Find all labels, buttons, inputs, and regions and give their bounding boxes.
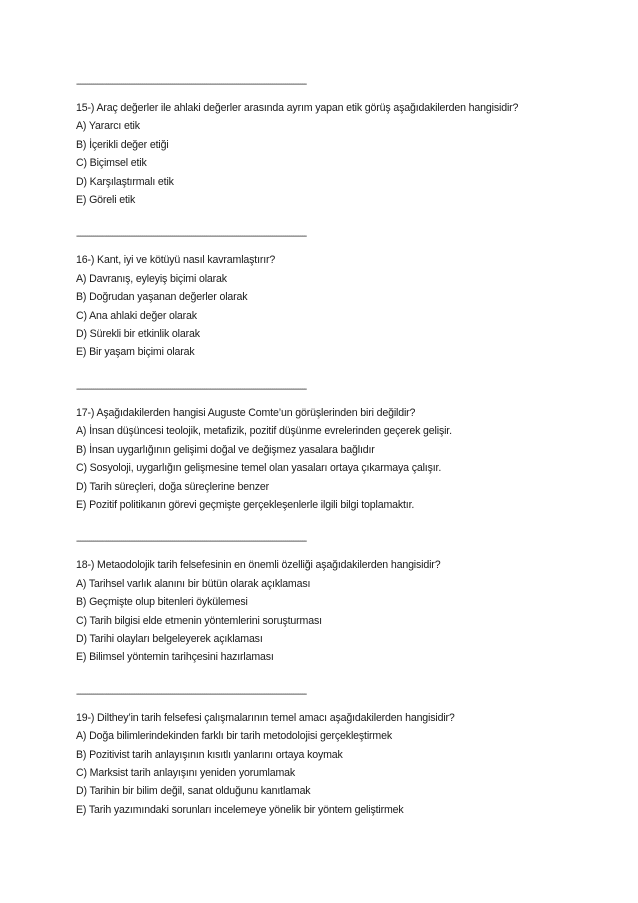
option-b: B) Geçmişte olup bitenleri öykülemesi bbox=[76, 596, 248, 609]
option-d: D) Karşılaştırmalı etik bbox=[76, 175, 174, 188]
option-e: E) Bir yaşam biçimi olarak bbox=[76, 346, 195, 359]
question-block-19 bbox=[76, 690, 616, 819]
option-c: C) Marksist tarih anlayışını yeniden yorumlamak bbox=[76, 766, 296, 779]
option-b: B) İnsan uygarlığının gelişimi doğal ve değişmez yasalara bağlıdır bbox=[76, 443, 375, 456]
option-a: A) Yararcı etik bbox=[76, 120, 140, 133]
option-c: C) Ana ahlaki değer olarak bbox=[76, 309, 197, 322]
option-d: D) Sürekli bir etkinlik olarak bbox=[76, 328, 200, 341]
separator-line: ------------------------------------------------------------------------------------------------------------ bbox=[76, 80, 307, 90]
question-block-16 bbox=[76, 232, 616, 361]
option-e: E) Pozitif politikanın görevi geçmişte gerçekleşenlerle ilgili bilgi toplamaktır. bbox=[76, 498, 415, 511]
option-c: C) Tarih bilgisi elde etmenin yöntemlerini soruşturması bbox=[76, 614, 322, 627]
question-block-18 bbox=[76, 537, 616, 666]
question-text: 15-) Araç değerler ile ahlaki değerler arasında ayrım yapan etik görüş aşağıdakilerden hangisidir? bbox=[76, 102, 519, 114]
option-a: A) Doğa bilimlerindekinden farklı bir tarih metodolojisi gerçekleştirmek bbox=[76, 730, 392, 743]
option-e: E) Bilimsel yöntemin tarihçesini hazırlaması bbox=[76, 651, 274, 664]
option-c: C) Biçimsel etik bbox=[76, 157, 147, 170]
question-block-15 bbox=[76, 80, 616, 209]
option-d: D) Tarihin bir bilim değil, sanat olduğunu kanıtlamak bbox=[76, 785, 311, 798]
separator-line: ------------------------------------------------------------------------------------------------------------ bbox=[76, 689, 307, 700]
option-b: B) Pozitivist tarih anlayışının kısıtlı yanlarını ortaya koymak bbox=[76, 748, 343, 761]
question-block-17 bbox=[76, 385, 616, 514]
option-c: C) Sosyoloji, uygarlığın gelişmesine temel olan yasaları ortaya çıkarmaya çalışır. bbox=[76, 462, 442, 475]
separator-line: ------------------------------------------------------------------------------------------------------------ bbox=[76, 384, 307, 395]
option-e: E) Göreli etik bbox=[76, 194, 136, 207]
option-b: B) İçerikli değer etiği bbox=[76, 138, 169, 151]
question-text: 17-) Aşağıdakilerden hangisi Auguste Comte’un görüşlerinden biri değildir? bbox=[76, 406, 416, 419]
option-b: B) Doğrudan yaşanan değerler olarak bbox=[76, 291, 248, 304]
question-text: 19-) Dilthey’in tarih felsefesi çalışmalarının temel amacı aşağıdakilerden hangisidir? bbox=[76, 711, 455, 724]
option-d: D) Tarihi olayları belgeleyerek açıklaması bbox=[76, 632, 263, 645]
separator-line: ------------------------------------------------------------------------------------------------------------ bbox=[76, 232, 307, 243]
option-a: A) Tarihsel varlık alanını bir bütün olarak açıklaması bbox=[76, 577, 311, 590]
question-text: 16-) Kant, iyi ve kötüyü nasıl kavramlaştırır? bbox=[76, 254, 276, 267]
question-text: 18-) Metaodolojik tarih felsefesinin en önemli özelliği aşağıdakilerden hangisidir? bbox=[76, 559, 441, 572]
separator-line: ------------------------------------------------------------------------------------------------------------ bbox=[76, 537, 307, 548]
option-e: E) Tarih yazımındaki sorunları incelemeye yönelik bir yöntem geliştirmek bbox=[76, 803, 404, 816]
option-a: A) Davranış, eyleyiş biçimi olarak bbox=[76, 272, 227, 285]
option-a: A) İnsan düşüncesi teolojik, metafizik, pozitif düşünme evrelerinden geçerek gelişir. bbox=[76, 425, 452, 438]
option-d: D) Tarih süreçleri, doğa süreçlerine benzer bbox=[76, 480, 269, 493]
document-page bbox=[76, 80, 616, 819]
